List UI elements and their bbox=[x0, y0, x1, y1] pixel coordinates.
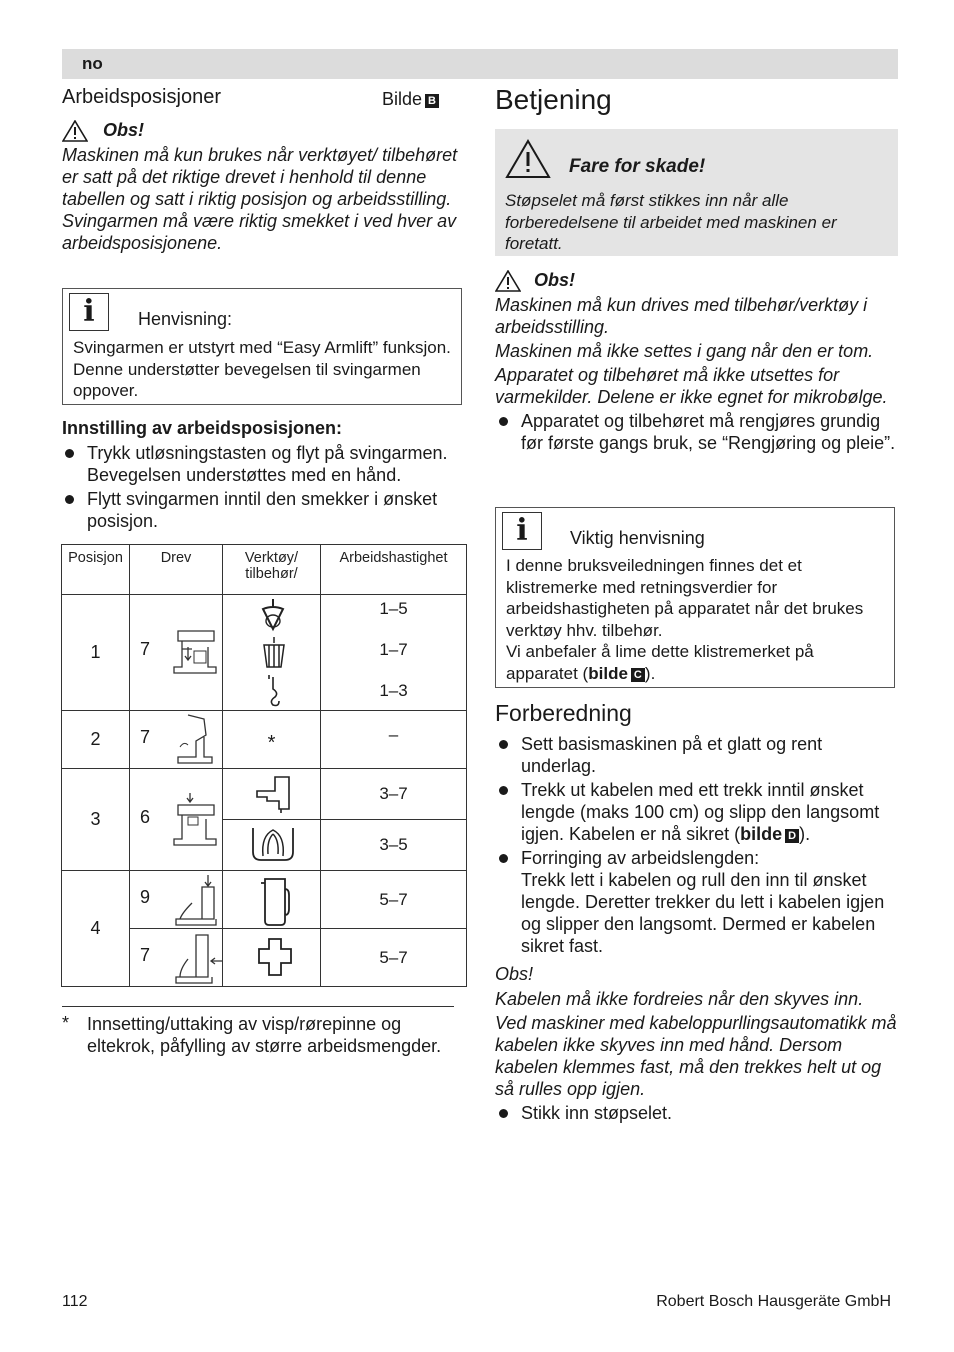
important-text-3: ). bbox=[644, 663, 656, 683]
tool-asterisk: * bbox=[223, 711, 321, 769]
list-item: Sett basismaskinen på et glatt og rent underlag. bbox=[495, 733, 898, 777]
warning-icon bbox=[62, 120, 88, 142]
danger-title: Fare for skade! bbox=[569, 156, 706, 177]
whisk-icon bbox=[259, 599, 287, 633]
speed-value: 5–7 bbox=[321, 871, 467, 929]
figure-letter-badge: B bbox=[425, 94, 439, 108]
beater-icon bbox=[261, 637, 287, 671]
important-title: Viktig henvisning bbox=[570, 528, 705, 548]
obs2-line: Ved maskiner med kabeloppurllingsautomatikk må kabelen ikke skyves inn med hånd. Dersom kabelen klemmes fast, må den trekkes helt ut og så rulles opp igjen. bbox=[495, 1013, 897, 1099]
obs-text-2: Svingarmen må være riktig smekket i ved hver av arbeidsposisjonene. bbox=[62, 211, 457, 254]
obs-text-1: Maskinen må kun brukes når verktøyet/ tilbehøret er satt på det riktige drevet i henhold til denne tabellen og satt i riktig posisjon og arbeidsstilling. bbox=[62, 145, 458, 210]
drive-cell bbox=[130, 929, 223, 987]
language-code: no bbox=[82, 54, 103, 73]
drive-number: 7 bbox=[140, 639, 151, 659]
figure-ref-label: Bilde bbox=[382, 89, 423, 109]
setting-title: Innstilling av arbeidsposisjonen: bbox=[62, 418, 343, 438]
speed-value: – bbox=[388, 725, 399, 744]
machine-position-2-icon bbox=[174, 713, 218, 765]
footnote-text: Innsetting/uttaking av visp/rørepinne og eltekrok, påfylling av større arbeidsmengder. bbox=[87, 1014, 442, 1056]
clean-bullets bbox=[495, 410, 898, 454]
obs-line: Apparatet og tilbehøret må ikke utsettes for varmekilder. Delene er ikke egnet for mikrobølge. bbox=[495, 365, 888, 408]
blender-icon bbox=[259, 875, 291, 927]
important-text-1: I denne bruksveiledningen finnes det et klistremerke med retningsverdier for arbeidshastigheten på apparatet når det brukes verktøy hhv. tilbehør. bbox=[506, 556, 864, 640]
speed-value: 3–5 bbox=[321, 820, 467, 871]
drive-number: 7 bbox=[140, 945, 151, 965]
prep-title: Forberedning bbox=[495, 700, 632, 726]
prep-b2-text: Trekk ut kabelen med ett trekk inntil ønsket lengde (maks 100 cm) og slipp den langsomt igjen. Kabelen er nå sikret ( bbox=[521, 780, 880, 844]
note-title: Henvisning: bbox=[138, 309, 233, 329]
speed-value: 5–7 bbox=[321, 929, 467, 987]
prep-b3-text: Trekk lett i kabelen og rull den inn til ønsket lengde. Deretter trekker du lett i kabelen igjen og slipper den langsomt. Dermed er kabelen sikret fast. bbox=[521, 870, 885, 956]
prep-b2-end: ). bbox=[799, 824, 811, 844]
obs-line: Maskinen må kun drives med tilbehør/verktøy i arbeidsstilling. bbox=[495, 295, 868, 338]
header-position: Posisjon bbox=[62, 545, 130, 595]
tool-cell bbox=[223, 595, 321, 711]
drive-cell bbox=[130, 711, 223, 769]
machine-position-4a-icon bbox=[172, 873, 220, 927]
speed-cell bbox=[321, 595, 467, 711]
dough-hook-icon bbox=[265, 675, 283, 707]
important-text-2: Vi anbefaler å lime dette klistremerket på apparatet ( bbox=[506, 642, 814, 683]
language-bar bbox=[62, 49, 898, 79]
table-row bbox=[62, 871, 467, 929]
table-row bbox=[62, 595, 467, 711]
machine-position-3-icon bbox=[170, 791, 220, 847]
figure-letter-badge: C bbox=[631, 668, 645, 682]
list-item bbox=[495, 779, 898, 845]
note-text: Svingarmen er utstyrt med “Easy Armlift” funksjon. Denne understøtter bevegelsen til svingarmen oppover. bbox=[73, 338, 451, 400]
prep-b3-head: Forringing av arbeidslengden: bbox=[521, 848, 760, 868]
footnote-mark: * bbox=[62, 1013, 70, 1033]
position-table bbox=[61, 544, 467, 987]
table-row bbox=[62, 711, 467, 769]
prep-block bbox=[495, 733, 898, 1126]
header-drive: Drev bbox=[130, 545, 223, 595]
tool-cell bbox=[223, 871, 321, 929]
figure-reference bbox=[382, 89, 439, 110]
position-cell: 2 bbox=[62, 711, 130, 769]
obs-block bbox=[62, 118, 462, 254]
danger-warning-icon bbox=[505, 139, 551, 179]
warning-icon bbox=[495, 270, 521, 292]
drive-number: 6 bbox=[140, 807, 151, 827]
drive-cell bbox=[130, 871, 223, 929]
page-title: Betjening bbox=[495, 84, 612, 115]
drive-cell bbox=[130, 595, 223, 711]
table-row bbox=[62, 769, 467, 820]
speed-value: 1–5 bbox=[379, 599, 408, 618]
info-icon: i bbox=[502, 512, 542, 550]
citrus-press-icon bbox=[249, 824, 297, 864]
danger-box bbox=[495, 129, 898, 256]
drive-number: 9 bbox=[140, 887, 151, 907]
footnote-divider bbox=[62, 1006, 454, 1007]
obs-label: Obs! bbox=[103, 120, 145, 140]
header-speed: Arbeidshastighet bbox=[321, 545, 467, 595]
page-number: 112 bbox=[62, 1293, 88, 1310]
list-item: Flytt svingarmen inntil den smekker i ønsket posisjon. bbox=[61, 488, 466, 532]
header-tool: Verktøy/ tilbehør/ bbox=[223, 545, 321, 595]
figure-ref-label: bilde bbox=[588, 663, 628, 683]
list-item: Apparatet og tilbehøret må rengjøres grundig før første gangs bruk, se “Rengjøring og pleie”. bbox=[495, 410, 898, 454]
figure-ref-label: bilde bbox=[740, 824, 783, 844]
speed-cell bbox=[321, 711, 467, 769]
obs2-label: Obs! bbox=[495, 964, 534, 984]
position-cell: 3 bbox=[62, 769, 130, 871]
important-text bbox=[506, 555, 888, 684]
important-box bbox=[495, 507, 895, 688]
obs-block-right bbox=[495, 268, 898, 456]
obs-label: Obs! bbox=[534, 270, 576, 290]
tool-cell bbox=[223, 929, 321, 987]
tool-cell bbox=[223, 820, 321, 871]
machine-position-4b-icon bbox=[172, 931, 224, 985]
obs2-line: Kabelen må ikke fordreies når den skyves inn. bbox=[495, 989, 864, 1009]
position-cell: 1 bbox=[62, 595, 130, 711]
speed-value: 3–7 bbox=[321, 769, 467, 820]
final-bullets bbox=[495, 1102, 898, 1124]
tool-cell bbox=[223, 769, 321, 820]
section-title: Arbeidsposisjoner bbox=[62, 86, 221, 108]
list-item: Trykk utløsningstasten og flyt på svingarmen. Bevegelsen understøttes med en hånd. bbox=[61, 442, 466, 486]
list-item: Stikk inn støpselet. bbox=[495, 1102, 898, 1124]
position-cell: 4 bbox=[62, 871, 130, 987]
note-box bbox=[62, 288, 462, 405]
speed-value: 1–7 bbox=[379, 640, 408, 659]
info-icon: i bbox=[69, 293, 109, 331]
meat-grinder-icon bbox=[253, 775, 295, 815]
setting-bullets bbox=[61, 442, 466, 534]
drive-cell bbox=[130, 769, 223, 871]
prep-bullets bbox=[495, 733, 898, 957]
company-name: Robert Bosch Hausgeräte GmbH bbox=[656, 1293, 891, 1310]
list-item bbox=[495, 847, 898, 957]
drive-number: 7 bbox=[140, 727, 151, 747]
danger-text: Støpselet må først stikkes inn når alle forberedelsene til arbeidet med maskinen er foretatt. bbox=[505, 191, 837, 253]
speed-value: 1–3 bbox=[379, 681, 408, 700]
obs-line: Maskinen må ikke settes i gang når den er tom. bbox=[495, 341, 874, 362]
figure-letter-badge: D bbox=[785, 829, 799, 843]
machine-position-1-icon bbox=[170, 629, 220, 675]
mixer-attachment-icon bbox=[255, 937, 295, 979]
